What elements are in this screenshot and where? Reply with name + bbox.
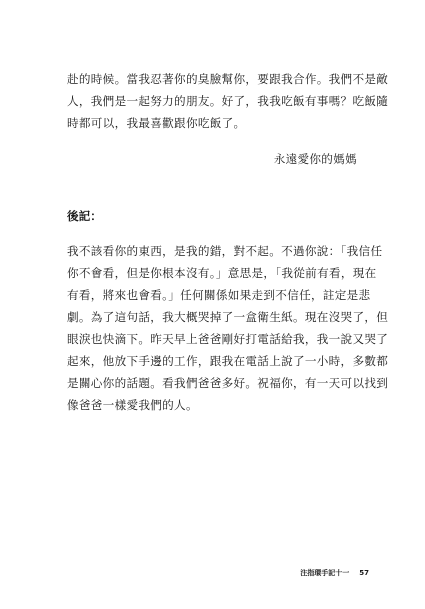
page-footer [300,568,369,578]
paragraph-line: 赴的時候。當我忍著你的臭臉幫你，要跟我合作。我們不是敵 [67,72,389,86]
paragraph-line: 起來，他放下手邊的工作，跟我在電話上說了一小時，多數都 [67,354,389,368]
paragraph-line: 劇。為了這句話，我大概哭掉了一盒衛生紙。現在沒哭了，但 [67,310,389,324]
paragraph-line: 是關心你的話題。看我們爸爸多好。祝福你，有一天可以找到 [67,376,389,390]
paragraph-line: 有看，將來也會看。」任何關係如果走到不信任，註定是悲 [67,288,371,302]
paragraph-line: 我不該看你的東西，是我的錯，對不起。不過你說：「我信任 [67,244,383,258]
letter-paragraph [67,68,389,134]
paragraph-line: 你不會看，但是你根本沒有。」意思是，「我從前有看，現在 [67,266,377,280]
letter-signature: 永遠愛你的媽媽 [273,152,357,166]
paragraph-line: 眼淚也快滴下。昨天早上爸爸剛好打電話給我，我一說又哭了 [67,332,389,346]
section-heading: 後記： [67,209,102,223]
afterword-paragraph [67,240,389,416]
paragraph-line: 人，我們是一起努力的朋友。好了，我我吃飯有事嗎？吃飯隨 [67,94,389,108]
paragraph-line: 像爸爸一樣愛我們的人。 [67,398,198,412]
page-number: 57 [359,569,369,577]
running-title: 注指環手記十一 [300,569,350,577]
paragraph-line: 時都可以，我最喜歡跟你吃飯了。 [67,116,246,130]
